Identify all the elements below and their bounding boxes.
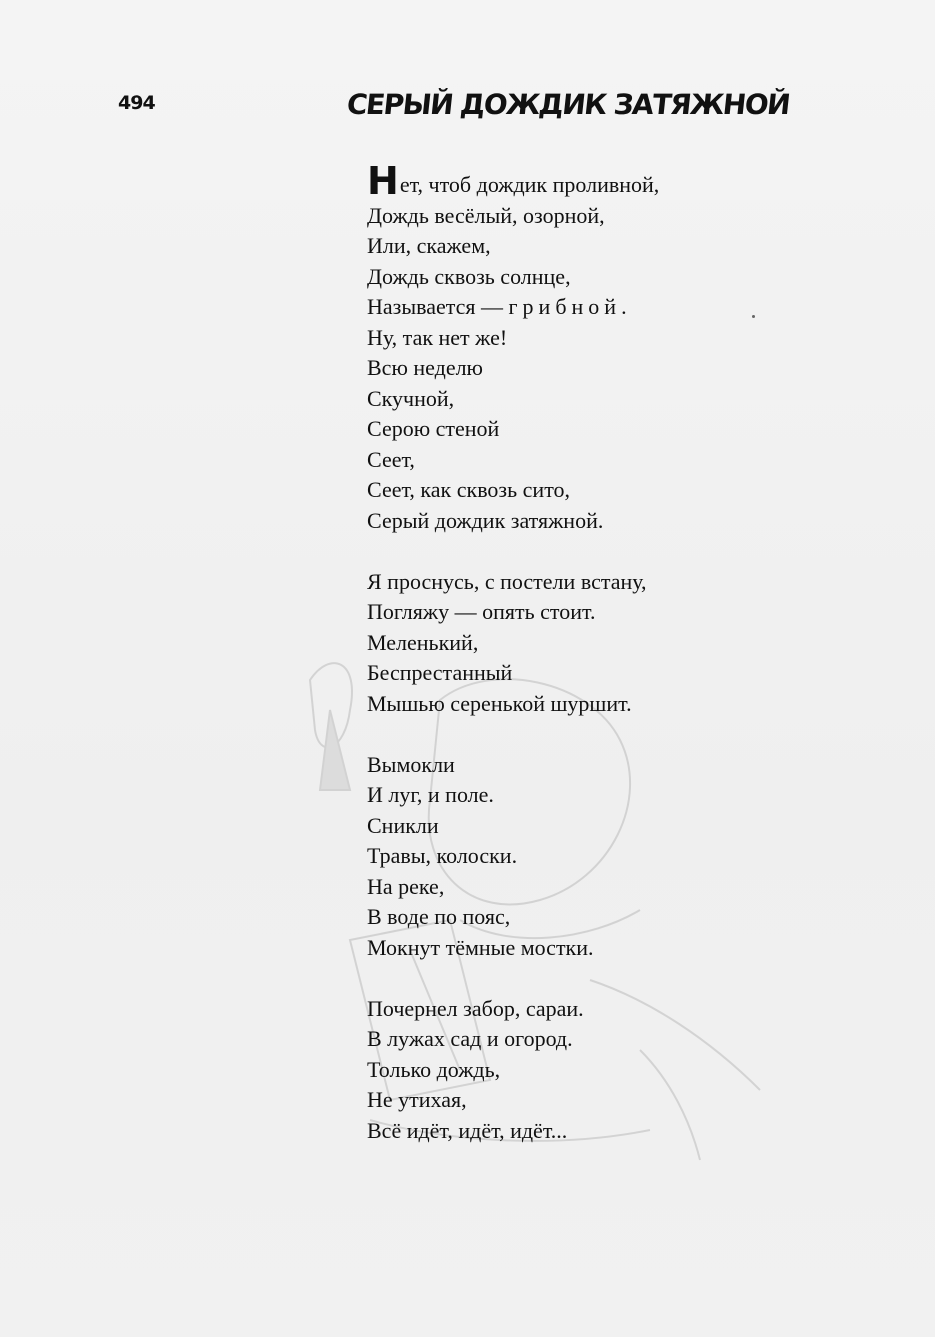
poem-line: Сникли xyxy=(367,812,439,838)
poem-line: Дождь весёлый, озорной, xyxy=(367,202,605,228)
poem-line: На реке, xyxy=(367,873,445,899)
poem-body xyxy=(367,159,787,1177)
poem-line: И луг, и поле. xyxy=(367,782,494,807)
poem-line: Ну, так нет же! xyxy=(367,324,508,350)
poem-line: Меленький, xyxy=(367,629,479,655)
poem-line: Всё идёт, идёт, идёт... xyxy=(367,1117,568,1143)
poem-line: Серою стеной xyxy=(367,416,500,441)
page-number: 494 xyxy=(118,92,155,114)
poem-line: Только дождь, xyxy=(367,1056,501,1082)
poem-line: Мокнут тёмные мостки. xyxy=(367,934,594,960)
poem-line: Сеет, xyxy=(367,446,415,472)
poem-line: Вымокли xyxy=(367,751,455,777)
spaced-word: грибной. xyxy=(508,294,632,319)
poem-line: Серый дождик затяжной. xyxy=(367,507,604,533)
stanza-4 xyxy=(367,994,787,1147)
poem-line: Дождь сквозь солнце, xyxy=(367,263,571,289)
poem-line: Беспрестанный xyxy=(367,660,513,685)
poem-line: Или, скажем, xyxy=(367,233,491,258)
poem-line: Травы, колоски. xyxy=(367,843,518,868)
poem-line: Погляжу — опять стоит. xyxy=(367,599,596,624)
stanza-2 xyxy=(367,567,787,720)
poem-line: Скучной, xyxy=(367,385,455,411)
poem-line: Почернел забор, сараи. xyxy=(367,995,584,1021)
poem-line: Я проснусь, с постели встану, xyxy=(367,568,647,594)
stanza-3 xyxy=(367,750,787,964)
poem-line: Всю неделю xyxy=(367,355,483,380)
poem-line: Сеет, как сквозь сито, xyxy=(367,477,571,502)
stanza-1 xyxy=(367,159,787,536)
poem-line: Мышью серенькой шуршит. xyxy=(367,690,632,716)
poem-line: Нет, чтоб дождик проливной, xyxy=(367,159,660,203)
poem-line: Не утихая, xyxy=(367,1087,467,1112)
poem-title: СЕРЫЙ ДОЖДИК ЗАТЯЖНОЙ xyxy=(345,88,791,121)
poem-line: В лужах сад и огород. xyxy=(367,1026,573,1051)
poem-line: В воде по пояс, xyxy=(367,904,511,929)
poem-line: Называется — грибной. xyxy=(367,294,632,319)
drop-cap: Н xyxy=(367,159,399,203)
